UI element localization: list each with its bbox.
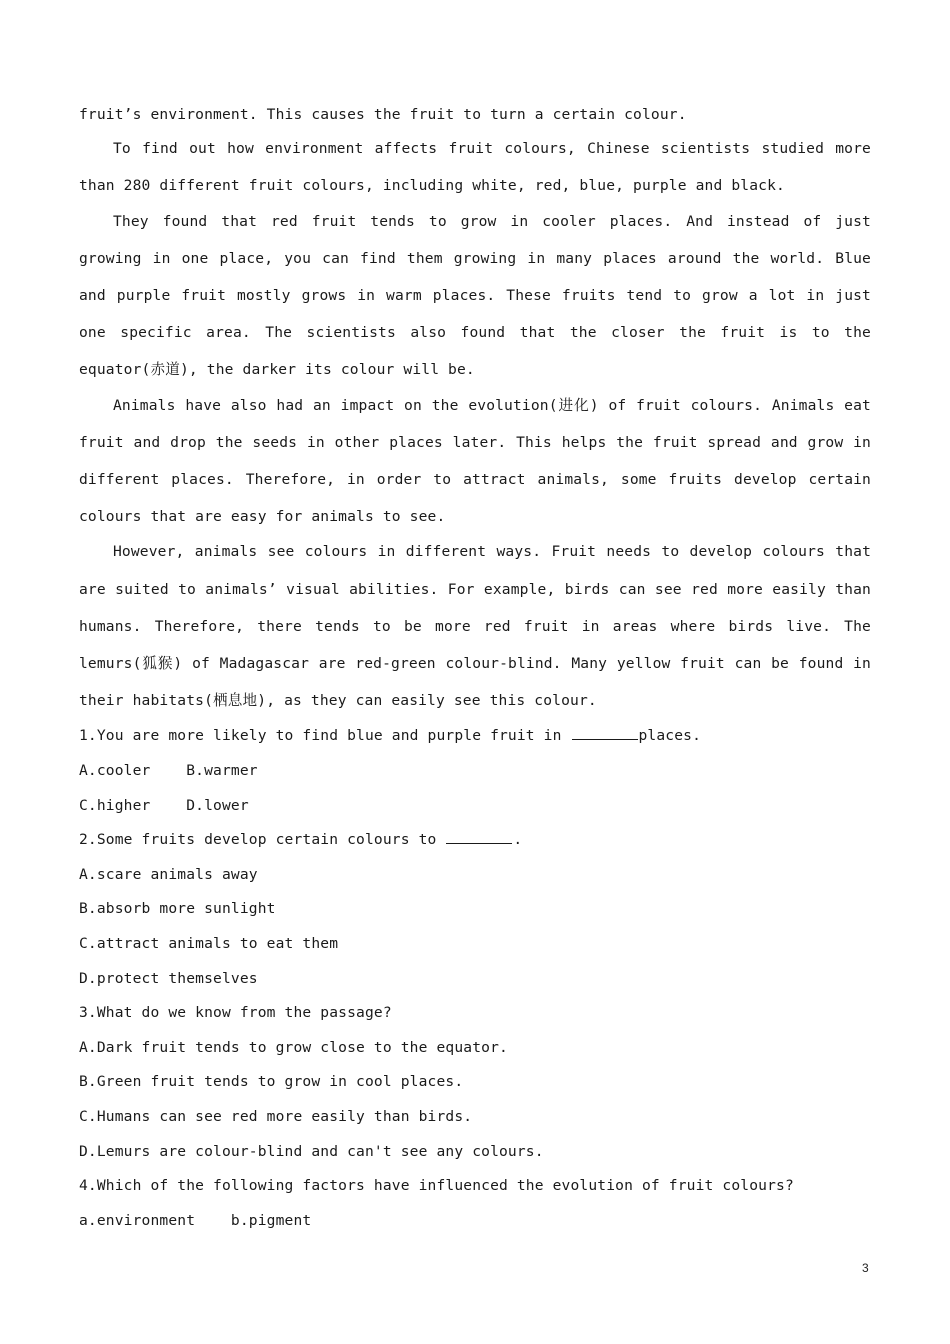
page-number: 3 bbox=[862, 1261, 869, 1275]
question-1-stem-end: places. bbox=[638, 727, 702, 745]
question-1-stem bbox=[79, 719, 871, 754]
question-2-stem-text: 2.Some fruits develop certain colours to bbox=[79, 831, 446, 849]
question-2-stem-end: . bbox=[513, 831, 523, 849]
question-1-stem-text: 1.You are more likely to find blue and purple fruit in bbox=[79, 727, 571, 745]
passage-paragraph-4: However, animals see colours in different ways. Fruit needs to develop colours that are suited to animals’ visual abilities. For example, birds can see red more easily than humans. Therefore, there tends to be more red fruit in areas where birds live. The lemurs(狐猴) of Madagascar are red-green colour-blind. Many yellow fruit can be found in their habitats(栖息地), as they can easily see this colour. bbox=[79, 543, 871, 710]
passage-paragraph-2: They found that red fruit tends to grow in cooler places. And instead of just growing in one place, you can find them growing in many places around the world. Blue and purple fruit mostly grows in warm places. These fruits tend to grow a lot in just one specific area. The scientists also found that the closer the fruit is to the equator(赤道), the darker its colour will be. bbox=[79, 212, 871, 379]
question-1 bbox=[79, 719, 871, 823]
question-3-option-d: D.Lemurs are colour-blind and can't see any colours. bbox=[79, 1142, 544, 1160]
answer-blank bbox=[446, 829, 512, 844]
answer-blank bbox=[572, 725, 638, 740]
passage-paragraph-1: To find out how environment affects fruit colours, Chinese scientists studied more than 280 different fruit colours, including white, red, blue, purple and black. bbox=[79, 140, 871, 195]
question-1-options-row-2: C.higher D.lower bbox=[79, 796, 249, 814]
question-3-option-b: B.Green fruit tends to grow in cool places. bbox=[79, 1073, 464, 1091]
question-4-options-row-1: a.environment b.pigment bbox=[79, 1211, 312, 1229]
question-2-option-c: C.attract animals to eat them bbox=[79, 935, 339, 953]
question-2 bbox=[79, 823, 871, 996]
question-2-option-d: D.protect themselves bbox=[79, 969, 258, 987]
question-2-option-b: B.absorb more sunlight bbox=[79, 900, 276, 918]
passage-paragraph-3: Animals have also had an impact on the evolution(进化) of fruit colours. Animals eat fruit and drop the seeds in other places later. This helps the fruit spread and grow in different places. Therefore, in order to attract animals, some fruits develop certain colours that are easy for animals to see. bbox=[79, 396, 871, 526]
question-3-stem: 3.What do we know from the passage? bbox=[79, 1004, 392, 1022]
question-2-stem bbox=[79, 823, 871, 858]
question-4-stem: 4.Which of the following factors have influenced the evolution of fruit colours? bbox=[79, 1177, 794, 1195]
question-3-option-a: A.Dark fruit tends to grow close to the equator. bbox=[79, 1038, 508, 1056]
question-4 bbox=[79, 1169, 871, 1238]
question-3 bbox=[79, 996, 871, 1169]
passage-paragraph-0: fruit’s environment. This causes the fruit to turn a certain colour. bbox=[79, 106, 687, 123]
question-2-option-a: A.scare animals away bbox=[79, 865, 258, 883]
question-3-option-c: C.Humans can see red more easily than birds. bbox=[79, 1107, 473, 1125]
question-1-options-row-1: A.cooler B.warmer bbox=[79, 762, 258, 780]
document-content bbox=[79, 96, 871, 1238]
